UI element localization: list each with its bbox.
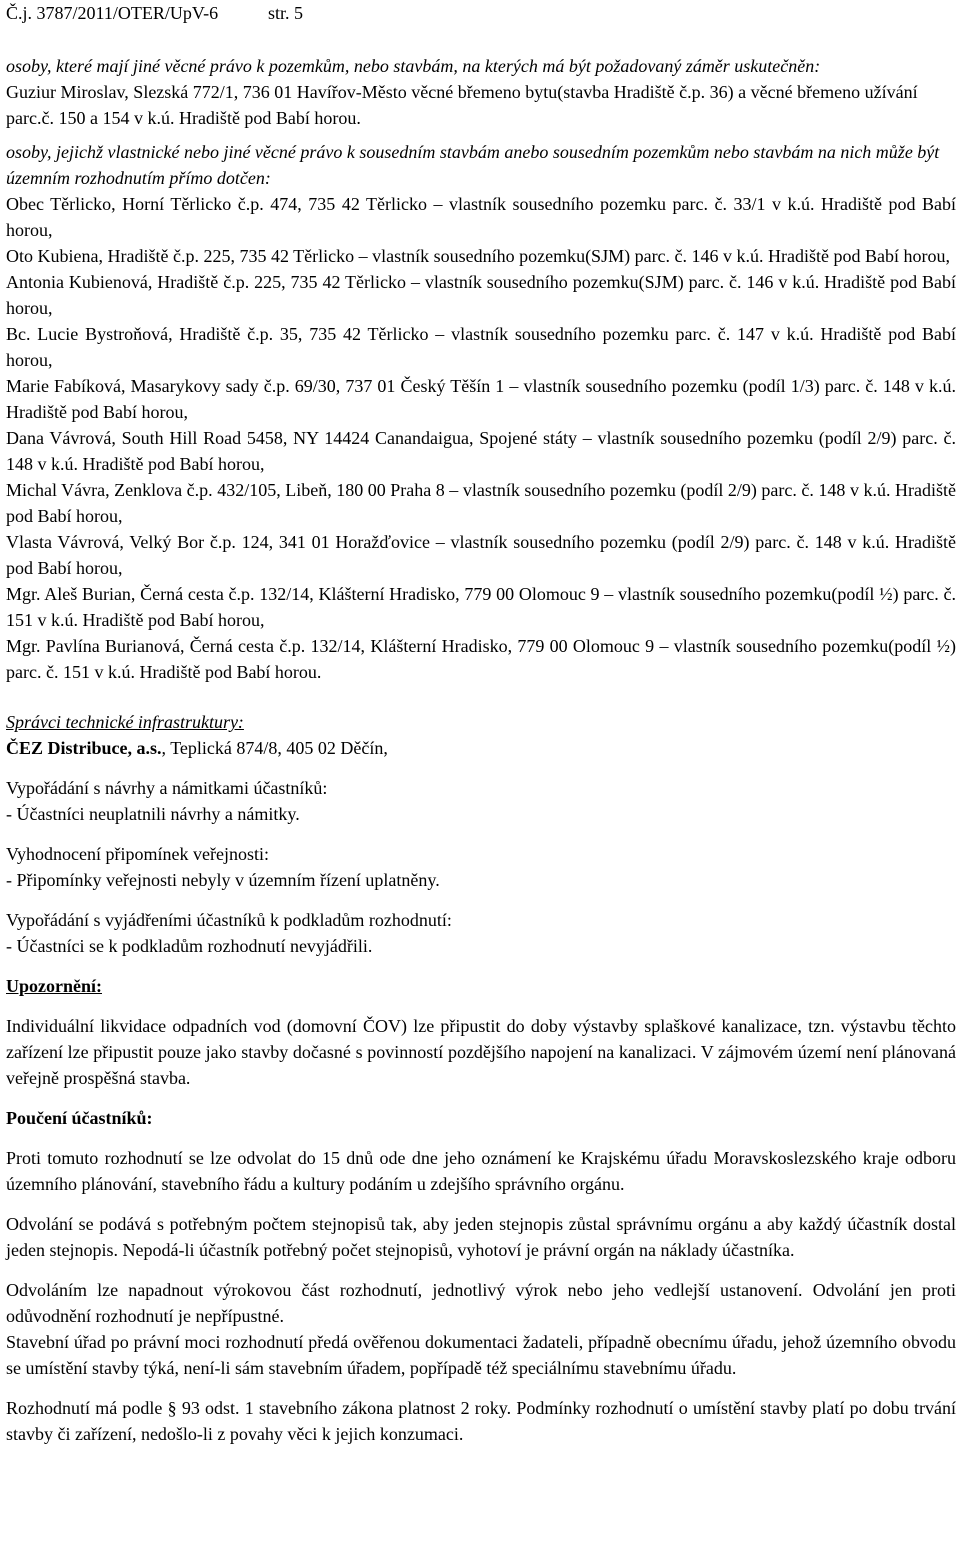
list-item: Antonia Kubienová, Hradiště č.p. 225, 735 42 Těrlicko – vlastník sousedního pozemku(SJM) parc. č. 146 v k.ú. Hradiště pod Babí horou, [6,272,956,318]
section-proposals [6,775,956,827]
document-page [6,0,956,1447]
list-item: Bc. Lucie Bystroňová, Hradiště č.p. 35, 735 42 Těrlicko – vlastník sousedního pozemku parc. č. 147 v k.ú. Hradiště pod Babí horou, [6,324,956,370]
section-title: osoby, jejichž vlastnické nebo jiné věcné právo k sousedním stavbám anebo sousedním pozemkům nebo stavbám na nich může být územním rozhodnutím přímo dotčen: [6,142,940,188]
section-title: Vyhodnocení připomínek veřejnosti: [6,844,269,864]
page-header [6,0,956,26]
paragraph: Odvolání se podává s potřebným počtem stejnopisů tak, aby jeden stejnopis zůstal správnímu orgánu a aby každý účastník dostal jeden stejnopis. Nepodá-li účastník potřebný počet stejnopisů, vyhotoví je právní orgán na náklady účastníka. [6,1214,956,1260]
list-item: Marie Fabíková, Masarykovy sady č.p. 69/30, 737 01 Český Těšín 1 – vlastník sousedního pozemku (podíl 1/3) parc. č. 148 v k.ú. Hradiště pod Babí horou, [6,376,956,422]
list-item: Oto Kubiena, Hradiště č.p. 225, 735 42 Těrlicko – vlastník sousedního pozemku(SJM) parc. č. 146 v k.ú. Hradiště pod Babí horou, [6,246,951,266]
company-name: ČEZ Distribuce, a.s. [6,738,162,758]
section-text: Guziur Miroslav, Slezská 772/1, 736 01 Havířov-Město věcné břemeno bytu(stavba Hradiště č.p. 36) a věcné břemeno užívání parc.č. 150 a 154 v k.ú. Hradiště pod Babí horou. [6,82,918,128]
section-title: Vypořádání s vyjádřeními účastníků k podkladům rozhodnutí: [6,910,452,930]
section-title: Poučení účastníků: [6,1108,153,1128]
section-title: osoby, které mají jiné věcné právo k pozemkům, nebo stavbám, na kterých má být požadovaný záměr uskutečněn: [6,56,821,76]
section-statements [6,907,956,959]
paragraph: Odvoláním lze napadnout výrokovou část rozhodnutí, jednotlivý výrok nebo jeho vedlejší ustanovení. Odvolání jen proti odůvodnění rozhodnutí je nepřípustné. [6,1280,956,1326]
section-text: - Účastníci se k podkladům rozhodnutí nevyjádřili. [6,936,373,956]
infrastructure-manager [6,735,956,761]
list-item: Obec Těrlicko, Horní Těrlicko č.p. 474, 735 42 Těrlicko – vlastník sousedního pozemku parc. č. 33/1 v k.ú. Hradiště pod Babí horou, [6,194,956,240]
section-property-rights [6,53,956,131]
section-text: Individuální likvidace odpadních vod (domovní ČOV) lze připustit do doby výstavby splaškové kanalizace, tzn. výstavbu těchto zařízení lze připustit pouze jako stavby dočasné s povinností pozdějšího napojení na kanalizaci. V zájmovém území není plánovaná veřejně prospěšná stavba. [6,1016,956,1088]
list-item: Mgr. Pavlína Burianová, Černá cesta č.p. 132/14, Klášterní Hradisko, 779 00 Olomouc 9 – vlastník sousedního pozemku(podíl ½) parc. č. 151 v k.ú. Hradiště pod Babí horou. [6,636,956,682]
company-address: , Teplická 874/8, 405 02 Děčín, [161,738,388,758]
section-instruction [6,1105,956,1447]
list-item: Michal Vávra, Zenklova č.p. 432/105, Libeň, 180 00 Praha 8 – vlastník sousedního pozemku (podíl 2/9) parc. č. 148 v k.ú. Hradiště pod Babí horou, [6,480,956,526]
section-title: Upozornění: [6,976,102,996]
section-neighbours [6,139,956,685]
section-title: Vypořádání s návrhy a námitkami účastníků: [6,778,328,798]
list-item: Mgr. Aleš Burian, Černá cesta č.p. 132/14, Klášterní Hradisko, 779 00 Olomouc 9 – vlastník sousedního pozemku(podíl ½) parc. č. 151 v k.ú. Hradiště pod Babí horou, [6,584,956,630]
list-item: Dana Vávrová, South Hill Road 5458, NY 14424 Canandaigua, Spojené státy – vlastník sousedního pozemku (podíl 2/9) parc. č. 148 v k.ú. Hradiště pod Babí horou, [6,428,956,474]
page-number: str. 5 [268,3,304,23]
section-infrastructure [6,709,956,761]
paragraph: Proti tomuto rozhodnutí se lze odvolat do 15 dnů ode dne jeho oznámení ke Krajskému úřadu Moravskoslezského kraje odboru územního plánování, stavebního řádu a kultury podáním u zdejšího správního orgánu. [6,1148,956,1194]
list-item: Vlasta Vávrová, Velký Bor č.p. 124, 341 01 Horažďovice – vlastník sousedního pozemku (podíl 2/9) parc. č. 148 v k.ú. Hradiště pod Babí horou, [6,532,956,578]
paragraph: Rozhodnutí má podle § 93 odst. 1 stavebního zákona platnost 2 roky. Podmínky rozhodnutí o umístění stavby platí po dobu trvání stavby či zařízení, nedošlo-li z povahy věci k jejich konzumaci. [6,1398,956,1444]
reference-number: Č.j. 3787/2011/OTER/UpV-6 [6,3,219,23]
section-public-comments [6,841,956,893]
section-text: - Účastníci neuplatnili návrhy a námitky. [6,804,300,824]
section-title: Správci technické infrastruktury: [6,712,244,732]
section-text: - Připomínky veřejnosti nebyly v územním řízení uplatněny. [6,870,440,890]
section-warning [6,973,956,1091]
paragraph: Stavební úřad po právní moci rozhodnutí předá ověřenou dokumentaci žadateli, případně obecnímu úřadu, jehož územního obvodu se umístění stavby týká, není-li sám stavebním úřadem, popřípadě též speciálnímu stavebnímu úřadu. [6,1332,956,1378]
